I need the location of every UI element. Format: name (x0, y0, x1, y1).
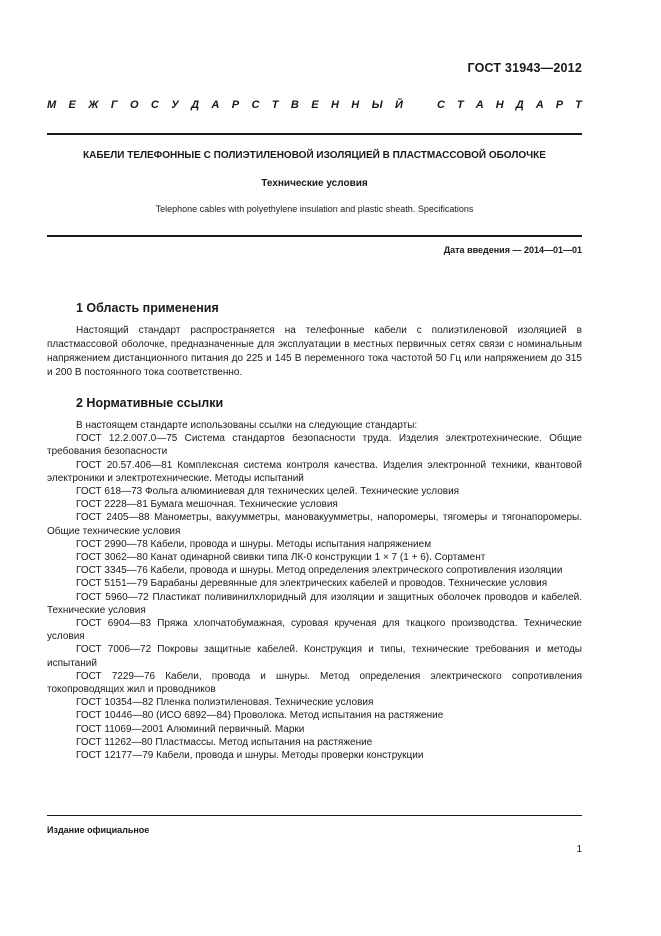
reference-item: ГОСТ 12.2.007.0—75 Система стандартов безопасности труда. Изделия электротехнические. Общие требования безопасности (47, 433, 582, 458)
scope-paragraph (47, 324, 582, 380)
header-divider (47, 133, 582, 135)
banner-letter: В (290, 99, 299, 111)
banner-letter: Т (457, 99, 464, 111)
reference-item: ГОСТ 10446—80 (ИСО 6892—84) Проволока. Метод испытания на растяжение (76, 710, 444, 722)
banner-letter: Е (311, 99, 319, 111)
section-heading-references: 2 Нормативные ссылки (76, 396, 224, 410)
reference-item: ГОСТ 11262—80 Пластмассы. Метод испытания на растяжение (76, 736, 373, 748)
banner-letter: Г (110, 99, 118, 111)
banner-letter: О (129, 99, 139, 111)
banner-letter: А (211, 99, 220, 111)
introduction-date: Дата введения — 2014—01—01 (443, 245, 582, 255)
reference-item: ГОСТ 618—73 Фольга алюминиевая для технических целей. Технические условия (76, 486, 460, 498)
banner-letter: С (150, 99, 159, 111)
document-subtitle: Технические условия (261, 178, 368, 189)
banner-letter: Р (231, 99, 240, 111)
references-intro: В настоящем стандарте использованы ссылки на следующие стандарты: (76, 420, 418, 431)
official-edition-label: Издание официальное (47, 825, 150, 835)
document-title: КАБЕЛИ ТЕЛЕФОННЫЕ С ПОЛИЭТИЛЕНОВОЙ ИЗОЛЯЦИЕЙ В ПЛАСТМАССОВОЙ ОБОЛОЧКЕ (83, 150, 546, 161)
reference-item: ГОСТ 10354—82 Пленка полиэтиленовая. Технические условия (76, 697, 374, 709)
reference-item: ГОСТ 5960—72 Пластикат поливинилхлоридный для изоляции и защитных оболочек проводов и кабелей. Технические условия (47, 591, 582, 616)
banner-letter: Р (555, 99, 564, 111)
banner-letter: Н (330, 99, 339, 111)
footer-divider (47, 815, 582, 816)
banner-letter: М (47, 99, 57, 111)
banner-letter: Д (515, 99, 524, 111)
banner-letter: Д (191, 99, 200, 111)
banner-letter: А (535, 99, 544, 111)
reference-item: ГОСТ 6904—83 Пряжа хлопчатобумажная, суровая крученая для ткацкого производства. Технические условия (47, 618, 582, 643)
reference-item: ГОСТ 11069—2001 Алюминий первичный. Марки (76, 723, 305, 735)
banner-letter: А (475, 99, 484, 111)
english-title: Telephone cables with polyethylene insulation and plastic sheath. Specifications (155, 204, 474, 214)
reference-item: ГОСТ 2228—81 Бумага мешочная. Технические условия (76, 499, 338, 511)
banner-letter: С (251, 99, 260, 111)
banner-letter: С (437, 99, 445, 111)
document-id: ГОСТ 31943—2012 (467, 61, 582, 75)
interstate-word (47, 99, 403, 111)
banner-letter: Н (495, 99, 504, 111)
references-list (47, 419, 582, 762)
reference-item: ГОСТ 7229—76 Кабели, провода и шнуры. Метод определения электрического сопротивления токопроводящих жил и проводников (47, 670, 582, 696)
reference-item: ГОСТ 3345—76 Кабели, провода и шнуры. Метод определения электрического сопротивления изоляции (76, 565, 563, 577)
title-divider (47, 235, 582, 237)
reference-item: ГОСТ 5151—79 Барабаны деревянные для электрических кабелей и проводов. Технические условия (76, 578, 548, 590)
reference-item: ГОСТ 20.57.406—81 Комплексная система контроля качества. Изделия электронной техники, квантовой электроники и электротехнические. Методы испытаний (47, 459, 582, 484)
reference-item: ГОСТ 7006—72 Покровы защитные кабелей. Конструкция и типы, технические требования и методы испытаний (47, 644, 582, 669)
reference-item: ГОСТ 2990—78 Кабели, провода и шнуры. Методы испытания напряжением (76, 538, 432, 550)
interstate-standard-banner (47, 99, 582, 111)
banner-letter: Т (575, 99, 582, 111)
scope-text: Настоящий стандарт распространяется на телефонные кабели с полиэтиленовой изоляцией в пластмассовой оболочке, предназначенные для эксплуатации в местных первичных сетях связи с номинальным напряжением дистанционного питания до 225 и 145 В переменного тока частотой 50 Гц или напряжением до 315 и 200 В постоянного тока соответственно. (47, 325, 582, 378)
reference-items (47, 432, 582, 762)
reference-item: ГОСТ 12177—79 Кабели, провода и шнуры. Методы проверки конструкции (76, 750, 424, 762)
banner-letter: Т (271, 99, 279, 111)
section-heading-scope: 1 Область применения (76, 301, 219, 315)
reference-item: ГОСТ 2405—88 Манометры, вакуумметры, мановакуумметры, напоромеры, тягомеры и тягонапоромеры. Общие технические условия (47, 512, 582, 537)
banner-letter: Ы (371, 99, 383, 111)
reference-item: ГОСТ 3062—80 Канат одинарной свивки типа ЛК-0 конструкции 1 × 7 (1 + 6). Сортамент (76, 552, 486, 564)
banner-letter: Н (351, 99, 360, 111)
page-number: 1 (576, 844, 582, 855)
banner-letter: Й (394, 99, 403, 111)
standard-word (437, 99, 582, 111)
banner-letter: Ж (88, 99, 99, 111)
banner-letter: Е (68, 99, 76, 111)
banner-letter: У (171, 99, 179, 111)
